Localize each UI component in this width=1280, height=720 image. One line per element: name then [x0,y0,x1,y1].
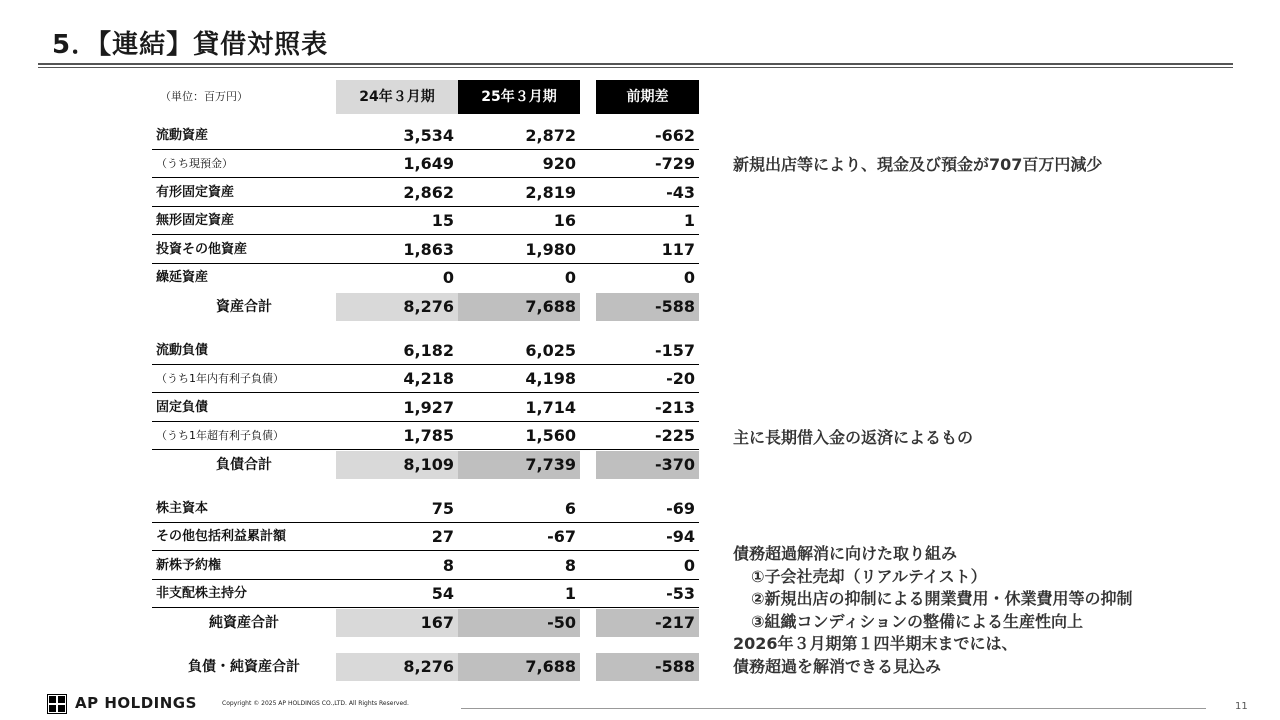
row-label: （うち1年超有利子負債） [156,429,284,442]
value-current: -50 [458,609,580,637]
total-row [152,451,699,479]
table-row [152,523,699,551]
note-plan-line: ③組織コンディションの整備による生産性向上 [751,611,1083,631]
value-current: 7,739 [458,451,580,479]
total-row [152,653,699,681]
row-label: 非支配株主持分 [156,586,248,601]
row-label: （うち1年内有利子負債） [156,372,284,385]
row-label: 有形固定資産 [156,185,235,200]
note-debt: 主に長期借入金の返済によるもの [733,428,974,447]
value-diff: -662 [654,126,695,145]
table-row [152,422,699,450]
note-plan [733,543,1133,678]
value-current: 920 [542,154,576,173]
value-diff: 0 [683,556,695,575]
table-row [152,337,699,365]
value-prev: 54 [431,584,454,603]
table-row [152,264,699,292]
table-row [152,394,699,422]
table-row [152,365,699,393]
value-current: 8 [564,556,576,575]
value-diff: 117 [661,240,695,259]
table-row [152,122,699,150]
value-diff: -94 [666,527,695,546]
note-plan-line: 2026年３月期第１四半期末までには、 [733,634,1018,653]
value-diff: -225 [654,426,695,445]
table-row [152,580,699,608]
value-current: 0 [564,268,576,287]
row-label: 流動負債 [156,343,209,358]
value-prev: 15 [431,211,454,230]
value-prev: 1,927 [403,398,454,417]
table-row [152,495,699,523]
header-difference: 前期差 [596,80,699,114]
value-current: 1 [564,584,576,603]
note-plan-line: 債務超過解消に向けた取り組み [733,544,958,563]
value-diff: -217 [596,609,699,637]
row-label: 投資その他資産 [156,242,248,257]
value-prev: 4,218 [403,369,454,388]
header-current-period: 25年３月期 [458,80,580,114]
total-row [152,609,699,637]
value-diff: -53 [666,584,695,603]
row-label: 負債・純資産合計 [188,659,300,675]
note-cash: 新規出店等により、現金及び預金が707百万円減少 [733,155,1103,174]
unit-label: （単位：百万円） [160,90,248,103]
row-label: 新株予約権 [156,558,222,573]
value-diff: -588 [596,653,699,681]
page-number: 11 [1235,701,1248,712]
value-current: 4,198 [525,369,576,388]
value-diff: -157 [654,341,695,360]
value-prev: 1,785 [403,426,454,445]
value-prev: 27 [431,527,454,546]
value-diff: -69 [666,499,695,518]
table-row [152,236,699,264]
value-prev: 1,649 [403,154,454,173]
value-diff: -588 [596,293,699,321]
value-prev: 2,862 [403,183,454,202]
value-prev: 8 [442,556,454,575]
note-plan-line: ②新規出店の抑制による開業費用・休業費用等の抑制 [751,589,1133,608]
value-prev: 6,182 [403,341,454,360]
value-prev: 8,276 [336,293,458,321]
row-label: 株主資本 [156,501,209,516]
table-row [152,179,699,207]
row-label: 無形固定資産 [156,213,235,228]
value-diff: 1 [683,211,695,230]
row-label: （うち現預金） [156,157,233,170]
value-current: 1,714 [525,398,576,417]
value-diff: -213 [654,398,695,417]
value-diff: -729 [654,154,695,173]
row-label: その他包括利益累計額 [156,529,287,544]
page-title: 5．【連結】貸借対照表 [52,30,329,60]
value-current: 6 [564,499,576,518]
value-prev: 0 [442,268,454,287]
company-logo-icon [47,694,67,714]
value-prev: 8,109 [336,451,458,479]
value-prev: 1,863 [403,240,454,259]
note-plan-line: 債務超過を解消できる見込み [733,656,942,676]
note-plan-line: ①子会社売却（リアルテイスト） [751,566,987,586]
row-label: 固定負債 [156,400,209,415]
value-prev: 167 [336,609,458,637]
value-diff: -370 [596,451,699,479]
row-label: 負債合計 [216,457,272,473]
value-current: 1,560 [525,426,576,445]
value-current: 1,980 [525,240,576,259]
footer-copyright: Copyright © 2025 AP HOLDINGS CO.,LTD. All Rights Reserved. [222,700,409,707]
value-diff: -43 [666,183,695,202]
table-row [152,552,699,580]
table-row [152,150,699,178]
header-prev-period: 24年３月期 [336,80,458,114]
value-prev: 3,534 [403,126,454,145]
footer-rule [461,708,1206,709]
row-label: 純資産合計 [209,615,279,631]
value-current: 7,688 [458,293,580,321]
row-label: 資産合計 [216,299,272,315]
value-prev: 75 [431,499,454,518]
row-label: 流動資産 [156,128,209,143]
value-diff: 0 [683,268,695,287]
footer-brand: AP HOLDINGS [75,694,197,712]
value-diff: -20 [666,369,695,388]
value-current: 2,872 [525,126,576,145]
total-row [152,293,699,321]
value-prev: 8,276 [336,653,458,681]
value-current: 2,819 [525,183,576,202]
value-current: -67 [547,527,576,546]
value-current: 7,688 [458,653,580,681]
table-row [152,207,699,235]
value-current: 6,025 [525,341,576,360]
value-current: 16 [553,211,576,230]
row-label: 繰延資産 [156,270,209,285]
